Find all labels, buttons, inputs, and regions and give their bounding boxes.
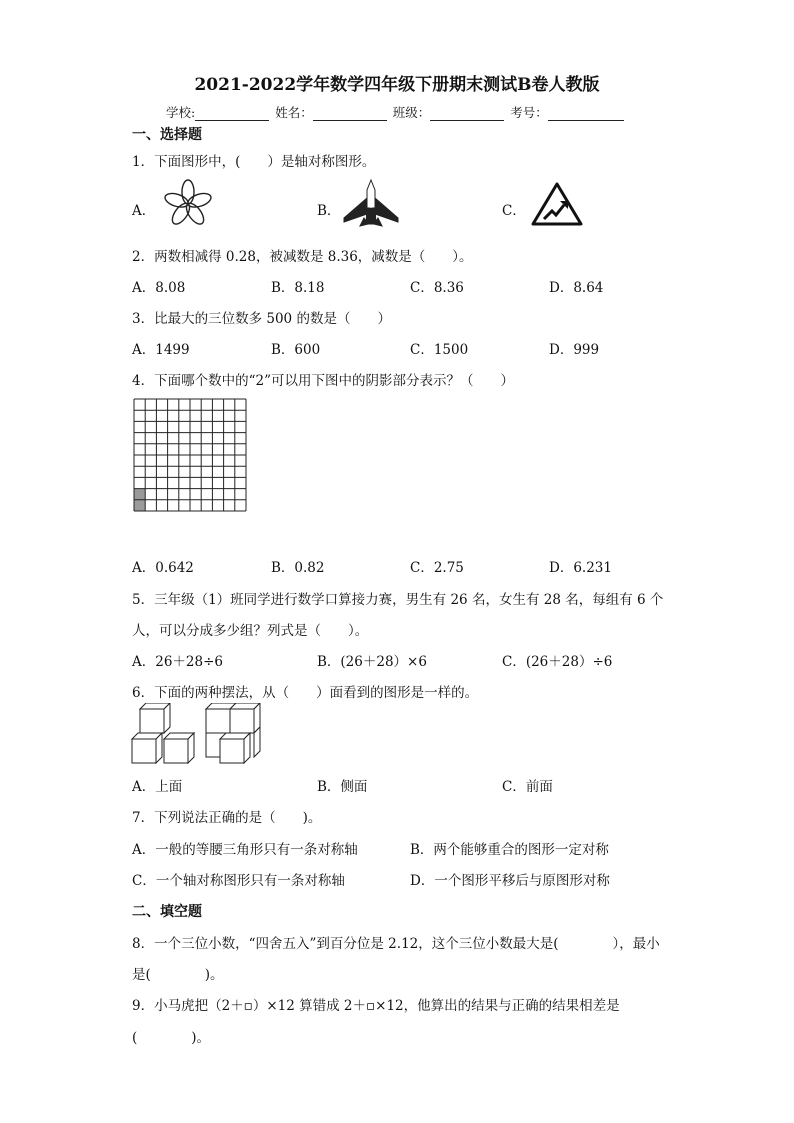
q1-option-a[interactable]: A． xyxy=(132,203,156,219)
q8-line2: 是( )。 xyxy=(132,967,224,983)
q6-stem: 6．下面的两种摆法，从（ ）面看到的图形是一样的。 xyxy=(132,685,479,701)
section-choice-heading: 一、选择题 xyxy=(132,127,202,143)
q9-line2: ( )。 xyxy=(132,1030,211,1046)
page-title: 2021-2022学年数学四年级下册期末测试B卷人教版 xyxy=(194,75,600,95)
q3-option-b[interactable]: B．600 xyxy=(271,342,321,358)
q2-option-c[interactable]: C．8.36 xyxy=(410,280,464,296)
q4-stem: 4．下面哪个数中的“2”可以用下图中的阴影部分表示？（ ） xyxy=(132,373,514,389)
cube-arrangement-2-icon xyxy=(204,703,264,765)
q5-stem-line1: 5．三年级（1）班同学进行数学口算接力赛，男生有 26 名，女生有 28 名，每组有 6 个 xyxy=(132,592,664,608)
flower-shape-icon xyxy=(158,178,218,230)
exam-no-label: 考号： xyxy=(510,105,548,120)
q4-option-d[interactable]: D．6.231 xyxy=(549,560,612,576)
q5-option-b[interactable]: B．(26＋28）×6 xyxy=(317,654,427,670)
q5-stem-line2: 人，可以分成多少组？列式是（ ）。 xyxy=(132,623,369,639)
school-blank[interactable] xyxy=(195,106,269,121)
q4-option-b[interactable]: B．0.82 xyxy=(271,560,325,576)
school-label: 学校: xyxy=(166,105,196,120)
q6-option-a[interactable]: A．上面 xyxy=(132,779,183,795)
q1-option-c[interactable]: C． xyxy=(502,203,526,219)
q5-option-a[interactable]: A．26＋28÷6 xyxy=(132,654,224,670)
shaded-cell xyxy=(134,489,145,500)
q2-option-b[interactable]: B．8.18 xyxy=(271,280,325,296)
q6-option-b[interactable]: B．侧面 xyxy=(317,779,368,795)
name-blank[interactable] xyxy=(313,106,387,121)
name-label: 姓名： xyxy=(275,105,313,120)
q1-stem: 1．下面图形中，( ）是轴对称图形。 xyxy=(132,154,376,170)
q8-line1: 8．一个三位小数，“四舍五入”到百分位是 2.12，这个三位小数最大是( ），最小 xyxy=(132,936,660,952)
student-info-line xyxy=(166,103,630,121)
q7-option-b[interactable]: B．两个能够重合的图形一定对称 xyxy=(410,842,609,858)
q4-option-c[interactable]: C．2.75 xyxy=(410,560,464,576)
q2-option-d[interactable]: D．8.64 xyxy=(549,280,604,296)
q7-option-a[interactable]: A．一般的等腰三角形只有一条对称轴 xyxy=(132,842,358,858)
q3-option-a[interactable]: A．1499 xyxy=(132,342,190,358)
cube-arrangement-1-icon xyxy=(130,703,196,765)
class-label: 班级： xyxy=(392,105,431,120)
section-fill-heading: 二、填空题 xyxy=(132,904,202,920)
q5-option-c[interactable]: C．(26＋28）÷6 xyxy=(502,654,613,670)
q7-stem: 7．下列说法正确的是（ )。 xyxy=(132,810,322,826)
q4-option-a[interactable]: A．0.642 xyxy=(132,560,194,576)
hundred-grid-figure xyxy=(133,398,247,512)
q3-option-c[interactable]: C．1500 xyxy=(410,342,469,358)
q1-option-b[interactable]: B． xyxy=(317,203,341,219)
q2-stem: 2．两数相减得 0.28，被减数是 8.36，减数是（ ）。 xyxy=(132,249,473,265)
road-sign-icon xyxy=(530,181,584,227)
shaded-cell xyxy=(134,500,145,511)
q2-option-a[interactable]: A．8.08 xyxy=(132,280,186,296)
q7-option-d[interactable]: D．一个图形平移后与原图形对称 xyxy=(410,873,610,889)
q7-option-c[interactable]: C．一个轴对称图形只有一条对称轴 xyxy=(132,873,345,889)
q3-option-d[interactable]: D．999 xyxy=(549,342,600,358)
class-blank[interactable] xyxy=(430,106,504,121)
jet-plane-icon xyxy=(342,178,400,228)
q9-line1: 9．小马虎把（2＋▫）×12 算错成 2＋▫×12，他算出的结果与正确的结果相差是 xyxy=(132,998,620,1014)
q6-option-c[interactable]: C．前面 xyxy=(502,779,553,795)
exam-no-blank[interactable] xyxy=(548,106,624,121)
q3-stem: 3．比最大的三位数多 500 的数是（ ） xyxy=(132,311,391,327)
